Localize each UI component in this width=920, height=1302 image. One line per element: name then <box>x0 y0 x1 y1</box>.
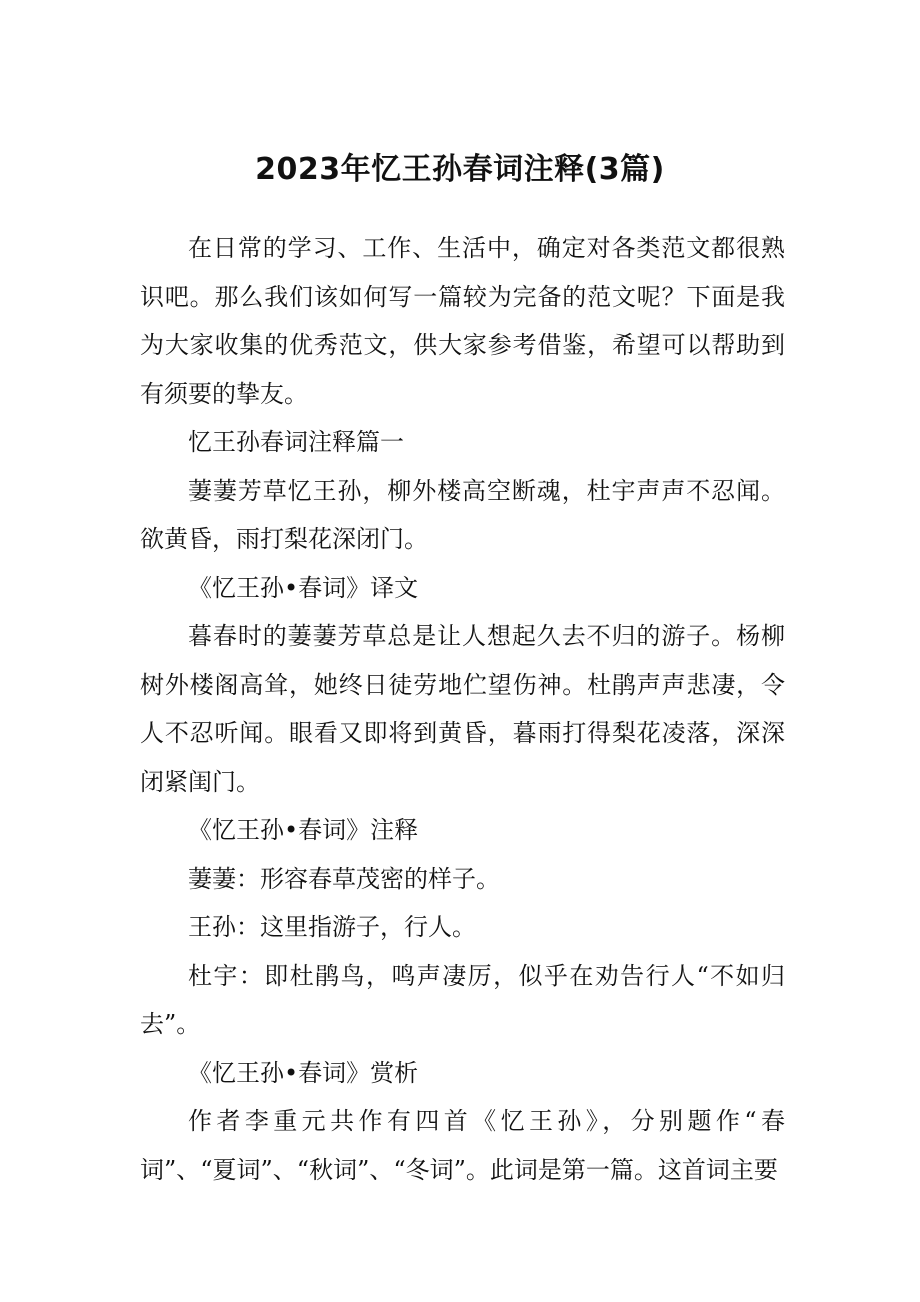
document-title: 2023年忆王孙春词注释(3篇) <box>255 152 665 187</box>
appreciation-heading: 《忆王孙•春词》赏析 <box>188 1058 419 1087</box>
intro-paragraph: 在日常的学习、工作、生活中，确定对各类范文都很熟识吧。那么我们该如何写一篇较为完备的范文呢？下面是我为大家收集的优秀范文，供大家参考借鉴，希望可以帮助到有须要的挚友。 <box>140 234 785 408</box>
section-heading-part-one: 忆王孙春词注释篇一 <box>188 428 404 456</box>
translation-heading: 《忆王孙•春词》译文 <box>188 573 419 602</box>
annotation-item: 萋萋：形容春草茂密的样子。 <box>188 864 500 893</box>
poem-text: 萋萋芳草忆王孙，柳外楼高空断魂，杜宇声声不忍闻。欲黄昏，雨打梨花深闭门。 <box>140 476 785 553</box>
appreciation-paragraph: 作者李重元共作有四首《忆王孙》，分别题作“春词”、“夏词”、“秋词”、“冬词”。此词是第一篇。这首词主要 <box>140 1107 785 1184</box>
annotation-heading: 《忆王孙•春词》注释 <box>188 816 419 844</box>
annotation-item: 杜宇：即杜鹃鸟，鸣声凄厉，似乎在劝告行人“不如归去”。 <box>140 961 785 1038</box>
annotation-item: 王孙：这里指游子，行人。 <box>188 913 476 941</box>
document-body <box>140 224 785 1194</box>
translation-paragraph: 暮春时的萋萋芳草总是让人想起久去不归的游子。杨柳树外楼阁高耸，她终日徒劳地伫望伤神。杜鹃声声悲凄，令人不忍听闻。眼看又即将到黄昏，暮雨打得梨花凌落，深深闭紧闺门。 <box>140 622 785 796</box>
